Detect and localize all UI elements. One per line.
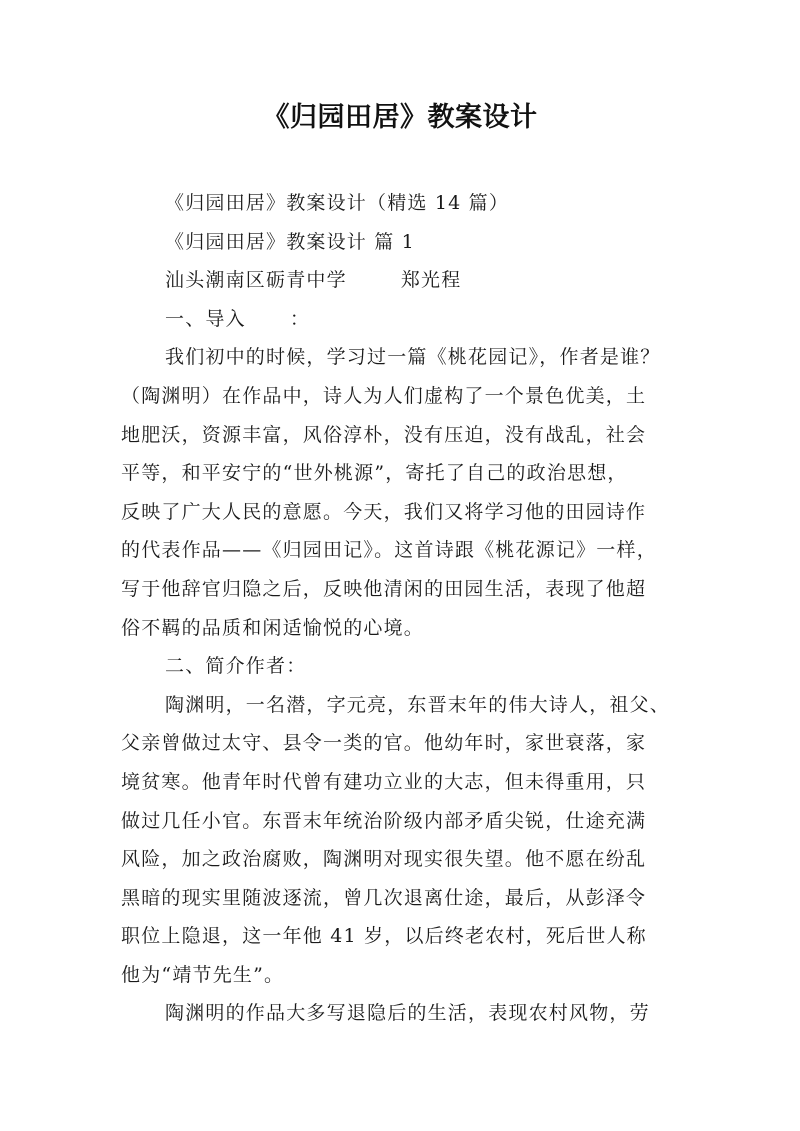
paragraph-line: 我们初中的时候，学习过一篇《桃花园记》，作者是谁？ <box>165 346 661 369</box>
section1-heading-text: 一、导入 <box>165 307 246 330</box>
school-name: 汕头潮南区砺青中学 <box>165 269 347 292</box>
paragraph-line: 陶渊明，一名潜，字元亮，东晋末年的伟大诗人，祖父、 <box>165 693 671 716</box>
paragraph-line: 写于他辞官归隐之后，反映他清闲的田园生活，表现了他超 <box>121 577 647 600</box>
paragraph-line: 职位上隐退，这一年他 41 岁，以后终老农村，死后世人称 <box>121 925 647 948</box>
paragraph-line: 俗不羁的品质和闲适愉悦的心境。 <box>121 616 425 639</box>
author-line <box>121 261 689 300</box>
paragraph-line: 父亲曾做过太守、县令一类的官。他幼年时，家世衰落，家 <box>121 732 647 755</box>
paragraph-line: 他为“靖节先生”。 <box>121 963 285 986</box>
section1-heading-colon: ： <box>289 307 311 330</box>
paragraph-line: 陶渊明的作品大多写退隐后的生活，表现农村风物，劳 <box>165 1002 650 1025</box>
paragraph-line: 做过几任小官。东晋末年统治阶级内部矛盾尖锐，仕途充满 <box>121 809 647 832</box>
document-body <box>121 184 689 1033</box>
author-name: 郑光程 <box>400 269 462 292</box>
document-title: 《归园田居》教案设计 <box>262 102 538 133</box>
paragraph-line: （陶渊明）在作品中，诗人为人们虚构了一个景色优美，土 <box>121 384 647 407</box>
paragraph-line: 黑暗的现实里随波逐流，曾几次退离仕途，最后，从彭泽令 <box>121 886 647 909</box>
paragraph-line: 平等，和平安宁的“世外桃源”，寄托了自己的政治思想， <box>121 462 628 485</box>
section1-heading <box>121 300 689 339</box>
paragraph-line: 风险，加之政治腐败，陶渊明对现实很失望。他不愿在纷乱 <box>121 848 647 871</box>
paragraph-line: 的代表作品——《归园田记》。这首诗跟《桃花源记》一样， <box>121 539 657 562</box>
paragraph-line: 境贫寒。他青年时代曾有建功立业的大志，但未得重用，只 <box>121 770 647 793</box>
chapter-line: 《归园田居》教案设计 篇 1 <box>165 230 415 253</box>
section2-heading: 二、简介作者： <box>165 655 307 678</box>
subtitle-line: 《归园田居》教案设计（精选 14 篇） <box>165 192 510 214</box>
paragraph-line: 反映了广大人民的意愿。今天，我们又将学习他的田园诗作 <box>121 500 647 523</box>
paragraph-line: 地肥沃，资源丰富，风俗淳朴，没有压迫，没有战乱，社会 <box>121 423 647 446</box>
